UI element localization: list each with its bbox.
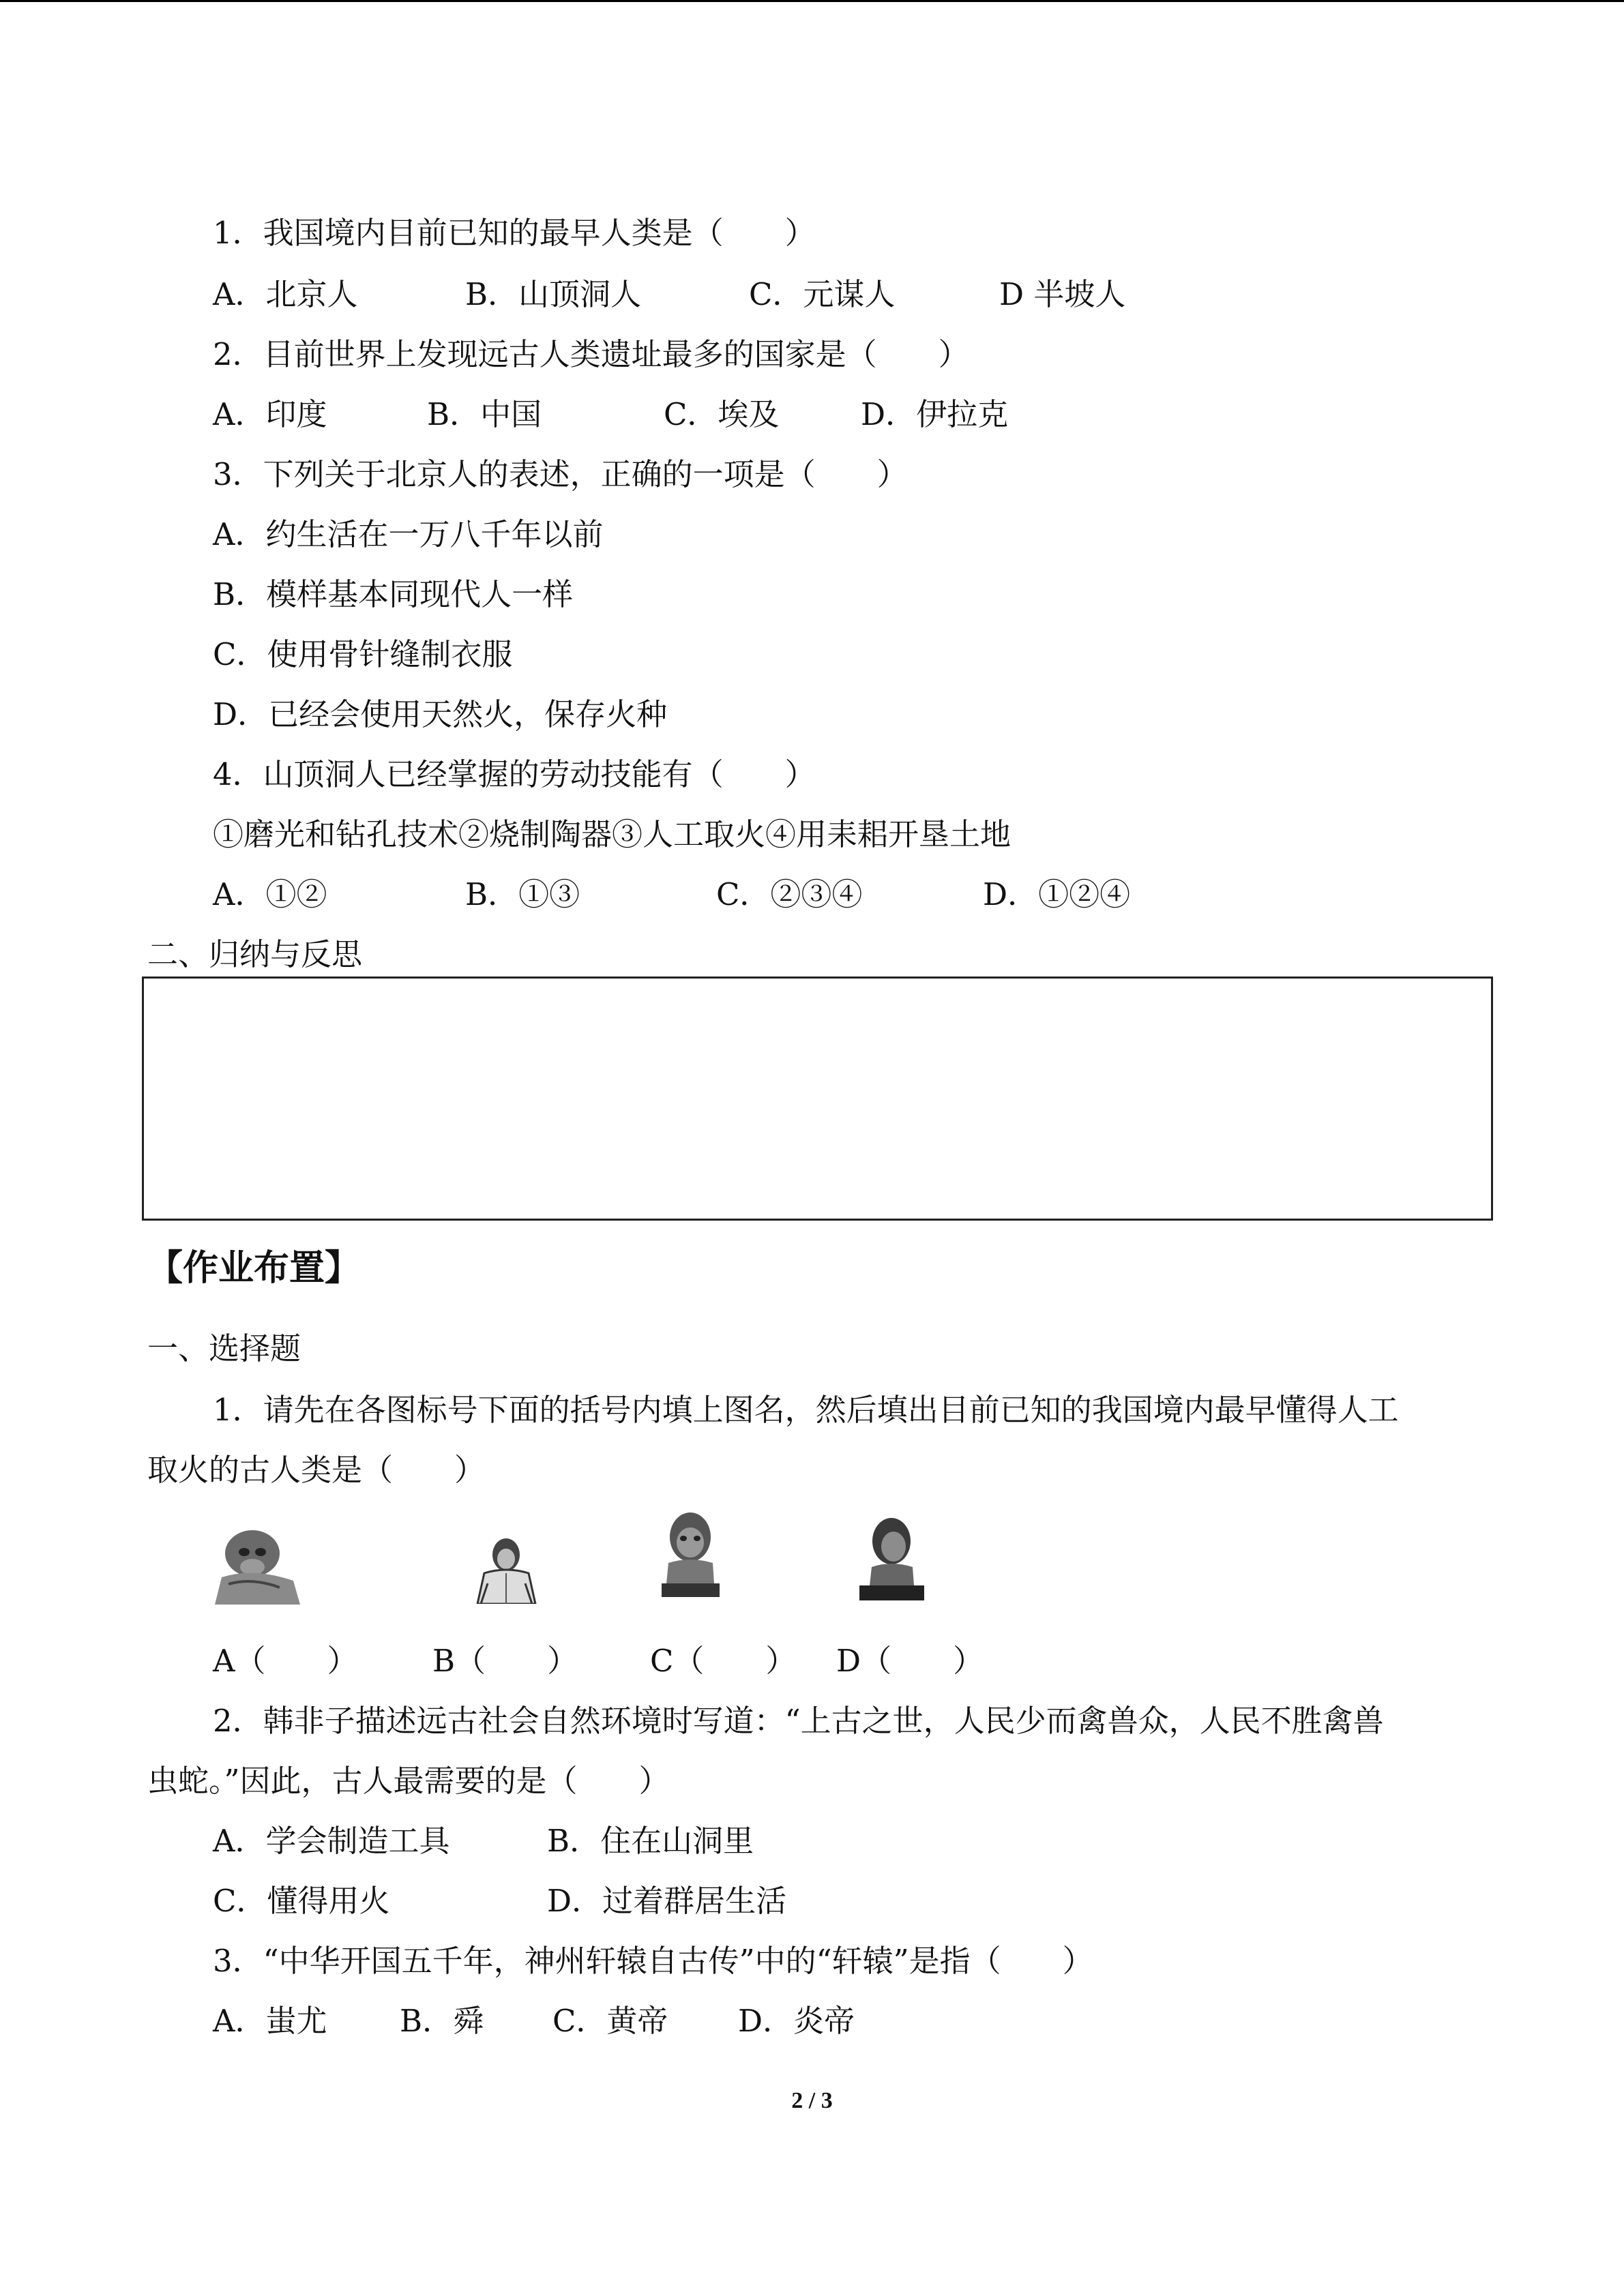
homework-q2-option-d: D．过着群居生活	[547, 1883, 787, 1919]
top-border	[0, 0, 1624, 2]
q2-option-c: C．埃及	[664, 396, 780, 432]
q2-option-a: A．印度	[213, 396, 327, 432]
question-1-stem: 1．我国境内目前已知的最早人类是（ ）	[213, 215, 816, 251]
homework-q2-stem-line2: 虫蛇。”因此，古人最需要的是（ ）	[147, 1763, 670, 1799]
homework-q3-option-b: B．舜	[400, 2003, 484, 2039]
q4-option-d: D．①②④	[983, 876, 1131, 912]
q1-option-c: C．元谋人	[749, 276, 896, 312]
peking-man-bust-figure	[651, 1508, 730, 1600]
homework-q2-stem-line1: 2．韩非子描述远古社会自然环境时写道：“上古之世，人民少而禽兽众，人民不胜禽兽	[213, 1703, 1384, 1739]
homework-q1-label-a: A（ ）	[213, 1643, 358, 1679]
q1-option-d: D 半坡人	[999, 276, 1126, 312]
homework-q2-option-a: A．学会制造工具	[213, 1823, 450, 1859]
q1-option-a: A．北京人	[213, 276, 358, 312]
homework-q2-option-b: B．住在山洞里	[547, 1823, 754, 1859]
homework-q1-label-c: C（ ）	[650, 1643, 797, 1679]
upper-cave-man-bust-figure	[853, 1514, 931, 1602]
question-4-items: ①磨光和钻孔技术②烧制陶器③人工取火④用耒耜开垦土地	[213, 816, 1012, 852]
q2-option-d: D．伊拉克	[861, 396, 1009, 432]
q3-option-c: C．使用骨针缝制衣服	[213, 636, 513, 672]
q4-option-b: B．①③	[465, 876, 580, 912]
early-human-figure	[467, 1536, 546, 1604]
homework-q3-option-d: D．炎帝	[738, 2003, 855, 2039]
page-number: 2 / 3	[791, 2088, 833, 2113]
reflection-answer-box[interactable]	[142, 976, 1493, 1221]
homework-q1-label-b: B（ ）	[432, 1643, 578, 1679]
q1-option-b: B．山顶洞人	[465, 276, 642, 312]
reflection-heading: 二、归纳与反思	[147, 936, 363, 972]
q3-option-b: B．模样基本同现代人一样	[213, 576, 574, 612]
q4-option-c: C．②③④	[716, 876, 863, 912]
q4-option-a: A．①②	[213, 876, 327, 912]
homework-q3-option-a: A．蚩尤	[213, 2003, 327, 2039]
homework-q1-stem-line2: 取火的古人类是（ ）	[147, 1452, 486, 1488]
homework-q1-label-d: D（ ）	[836, 1643, 984, 1679]
ape-man-portrait-figure	[211, 1526, 304, 1605]
homework-q3-option-c: C．黄帝	[552, 2003, 668, 2039]
question-3-stem: 3．下列关于北京人的表述，正确的一项是（ ）	[213, 456, 908, 492]
homework-q3-stem: 3．“中华开国五千年，神州轩辕自古传”中的“轩辕”是指（ ）	[213, 1943, 1093, 1979]
homework-section-heading: 一、选择题	[147, 1330, 301, 1367]
homework-q1-stem-line1: 1．请先在各图标号下面的括号内填上图名，然后填出目前已知的我国境内最早懂得人工	[213, 1392, 1399, 1428]
q3-option-d: D．已经会使用天然火，保存火种	[213, 696, 668, 732]
question-2-stem: 2．目前世界上发现远古人类遗址最多的国家是（ ）	[213, 336, 969, 372]
homework-q2-option-c: C．懂得用火	[213, 1883, 390, 1919]
q2-option-b: B．中国	[427, 396, 542, 432]
homework-title: 【作业布置】	[147, 1247, 361, 1289]
q3-option-a: A．约生活在一万八千年以前	[213, 516, 604, 552]
question-4-stem: 4．山顶洞人已经掌握的劳动技能有（ ）	[213, 756, 816, 792]
